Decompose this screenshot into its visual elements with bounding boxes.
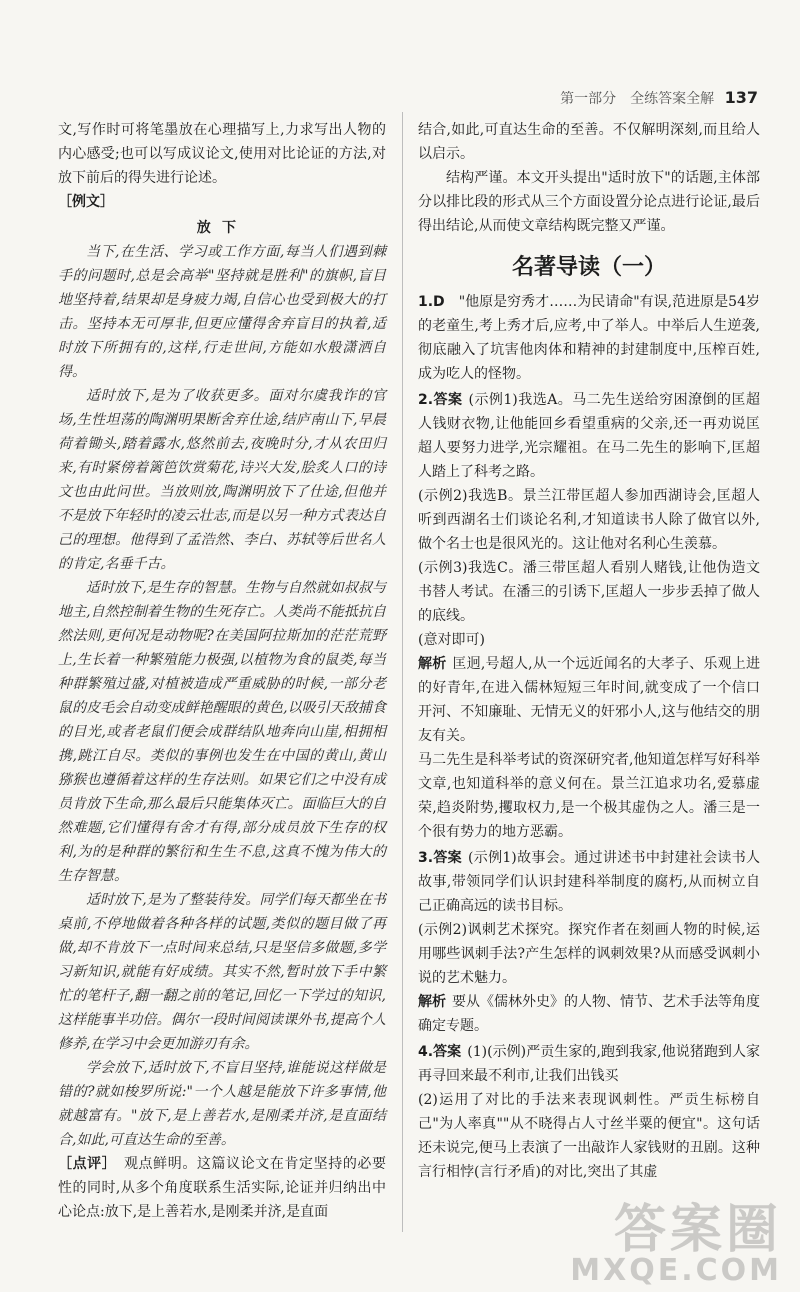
question-number: 2. bbox=[418, 392, 434, 408]
essay-paragraph: 学会放下,适时放下,不盲目坚持,谁能说这样做是错的?就如梭罗所说:"一个人越是能放下许多事情,他就越富有。"放下,是上善若水,是刚柔并济,是直面结合,如此,可直达生命的至善。 bbox=[58, 1060, 386, 1148]
q2-analysis-1: 匡迥,号超人,从一个远近闻名的大孝子、乐观上进的好青年,在进入儒林短短三年时间,就变成了一个信口开河、不知廉耻、无情无义的奸邪小人,这与他结交的朋友有关。 bbox=[418, 656, 761, 744]
left-column bbox=[58, 118, 386, 1224]
analysis-label: 解析 bbox=[418, 656, 447, 672]
q2-answer-2: (示例2)我选B。景兰江带匡超人参加西湖诗会,匡超人听到西湖名士们谈论名利,才知道读书人除了做官以外,做个名士也是很风光的。这让他对名利心生羡慕。 bbox=[418, 488, 760, 552]
example-label: ［例文］ bbox=[58, 194, 114, 210]
q2-analysis-2: 马二先生是科举考试的资深研究者,他知道怎样写好科举文章,也知道科举的意义何在。景兰江追求功名,爱慕虚荣,趋炎附势,攫取权力,是一个极其虚伪之人。潘三是一个很有势力的地方恶霸。 bbox=[418, 752, 760, 840]
question-2 bbox=[418, 388, 760, 484]
essay-title: 放下 bbox=[196, 220, 248, 236]
q4-answer-2: (2)运用了对比的手法来表现讽刺性。严贡生标榜自己"为人率真""从不晓得占人寸丝半粟的便宜"。这句话还未说完,便马上表演了一出敲诈人家钱财的丑剧。这种言行相悖(言行矛盾)的对比,突出了其虚 bbox=[418, 1092, 760, 1180]
question-1 bbox=[418, 290, 760, 386]
watermark-main: 答案圈 bbox=[613, 1200, 782, 1260]
question-number: 4. bbox=[418, 1044, 434, 1060]
q2-note: (意对即可) bbox=[418, 632, 485, 648]
q3-analysis bbox=[418, 990, 760, 1038]
essay-paragraph: 适时放下,是生存的智慧。生物与自然就如叔叔与地主,自然控制着生物的生死存亡。人类尚不能抵抗自然法则,更何况是动物呢?在美国阿拉斯加的茫茫荒野上,生长着一种繁殖能力极强,以植物为食的鼠类,每当种群繁殖过盛,对植被造成严重威胁的时候,一部分老鼠的皮毛会自动变成鲜艳醒眼的黄色,以吸引天敌捕食的目光,或者老鼠们便会成群结队地奔向山崖,相拥相携,跳江自尽。类似的事例也发生在中国的黄山,黄山猕猴也遵循着这样的生存法则。如果它们之中没有成员肯放下生命,那么最后只能集体灭亡。面临巨大的自然难题,它们懂得有舍才有得,部分成员放下生存的权利,为的是种群的繁衍和生生不息,这真不愧为伟大的生存智慧。 bbox=[58, 580, 386, 884]
comment-paragraph bbox=[58, 1152, 386, 1224]
comment-structure: 结构严谨。本文开头提出"适时放下"的话题,主体部分以排比段的形式从三个方面设置分论点进行论证,最后得出结论,从而使文章结构既完整又严谨。 bbox=[418, 170, 760, 234]
q3-answer-1: (示例1)故事会。通过讲述书中封建社会读书人故事,带领同学们认识封建科举制度的腐朽,从而树立自己正确高远的读书目标。 bbox=[418, 850, 760, 914]
question-3 bbox=[418, 846, 760, 918]
essay-paragraph: 当下,在生活、学习或工作方面,每当人们遇到棘手的问题时,总是会高举"坚持就是胜利"的旗帜,盲目地坚持着,结果却是身疲力竭,自信心也受到极大的打击。坚持本无可厚非,但更应懂得舍弃盲目的执着,适时放下所拥有的,这样,行走世间,方能如水般潇洒自得。 bbox=[58, 244, 386, 380]
q2-answer-3: (示例3)我选C。潘三带匡超人看别人赌钱,让他伪造文书替人考试。在潘三的引诱下,匡超人一步步丢掉了做人的底线。 bbox=[418, 560, 760, 624]
watermark-logo bbox=[570, 1200, 782, 1288]
right-column bbox=[418, 118, 760, 1184]
comment-text: 观点鲜明。这篇议论文在肯定坚持的必要性的同时,从多个角度联系生活实际,论证并归纳出中心论点:放下,是上善若水,是刚柔并济,是直面 bbox=[58, 1156, 387, 1220]
q2-answer-1: (示例1)我选A。马二先生送给穷困潦倒的匡超人钱财衣物,让他能回乡看望重病的父亲,还一再劝说匡超人要努力进学,光宗耀祖。在马二先生的影响下,匡超人踏上了科考之路。 bbox=[418, 392, 760, 480]
essay-paragraph: 适时放下,是为了收获更多。面对尔虞我诈的官场,生性坦荡的陶渊明果断舍弃仕途,结庐南山下,早晨荷着锄头,踏着露水,悠然前去,夜晚时分,才从农田归来,有时紧傍着篱笆饮赏菊花,诗兴大发,脍炙人口的诗文也由此问世。当放则放,陶渊明放下了仕途,但他并不是放下年轻时的凌云壮志,而是以另一种方式表达自己的理想。他得到了孟浩然、李白、苏轼等后世名人的肯定,名垂千古。 bbox=[58, 388, 386, 572]
question-number: 3. bbox=[418, 850, 434, 866]
page-header bbox=[560, 88, 758, 108]
q2-analysis bbox=[418, 652, 760, 748]
q3-answer-2: (示例2)讽刺艺术探究。探究作者在刻画人物的时候,运用哪些讽刺手法?产生怎样的讽刺效果?从而感受讽刺小说的艺术魅力。 bbox=[418, 922, 760, 986]
q3-analysis-text: 要从《儒林外史》的人物、情节、艺术手法等角度确定专题。 bbox=[418, 994, 760, 1034]
comment-continuation: 结合,如此,可直达生命的至善。不仅解明深刻,而且给人以启示。 bbox=[418, 122, 760, 162]
header-section: 第一部分 全练答案全解 bbox=[560, 91, 715, 107]
q4-answer-1: (1)(示例)严贡生家的,跑到我家,他说猪跑到人家再寻回来最不利市,让我们出钱买 bbox=[418, 1044, 761, 1084]
answer-label: 答案 bbox=[433, 1044, 462, 1060]
column-divider bbox=[402, 112, 403, 1232]
answer-label: 答案 bbox=[433, 850, 462, 866]
question-4 bbox=[418, 1040, 760, 1088]
analysis-label: 解析 bbox=[418, 994, 446, 1010]
essay-paragraph: 适时放下,是为了整装待发。同学们每天都坐在书桌前,不停地做着各种各样的试题,类似的题目做了再做,却不肯放下一点时间来总结,只是坚信多做题,多学习新知识,就能有好成绩。其实不然,暂时放下手中繁忙的笔杆子,翻一翻之前的笔记,回忆一下学过的知识,这样能事半功倍。偶尔一段时间阅读课外书,提高个人修养,在学习中会更加游刃有余。 bbox=[58, 892, 386, 1052]
answer-label: 答案 bbox=[433, 392, 463, 408]
comment-label: ［点评］ bbox=[58, 1156, 110, 1172]
question-number: 1.D bbox=[418, 294, 445, 310]
watermark-sub: MXQE.COM bbox=[570, 1253, 782, 1288]
intro-paragraph: 文,写作时可将笔墨放在心理描写上,力求写出人物的内心感受;也可以写成议论文,使用对比论证的方法,对放下前后的得失进行论述。 bbox=[58, 122, 386, 186]
question-1-text: "他原是穷秀才……为民请命"有误,范进原是54岁的老童生,考上秀才后,应考,中了举人。中举后人生逆袭,彻底融入了坑害他肉体和精神的封建制度中,压榨百姓,成为吃人的怪物。 bbox=[418, 294, 760, 382]
section-title: 名著导读（一） bbox=[511, 255, 666, 280]
page-number: 137 bbox=[724, 88, 758, 107]
